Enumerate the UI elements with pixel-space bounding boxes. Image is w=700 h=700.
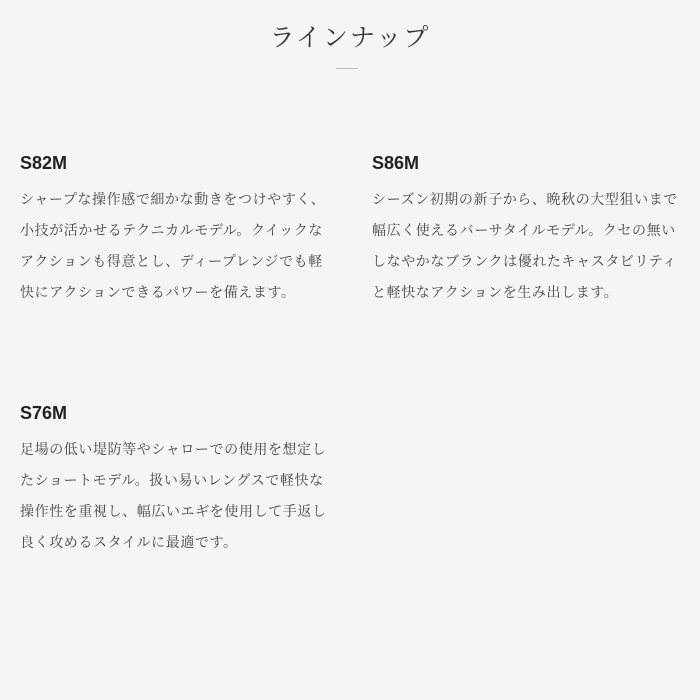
model-name: S82M <box>20 153 68 173</box>
model-s82m <box>20 151 332 309</box>
model-s86m <box>372 151 684 309</box>
title-divider <box>336 68 358 69</box>
model-description: シーズン初期の新子から、晩秋の大型狙いまで幅広く使えるバーサタイルモデル。クセの無いしなやかなブランクは優れたキャスタビリティと軽快なアクションを生み出します。 <box>372 192 678 301</box>
model-name: S86M <box>372 153 420 173</box>
model-s76m <box>20 401 332 559</box>
model-name: S76M <box>20 403 68 423</box>
model-description: シャープな操作感で細かな動きをつけやすく、小技が活かせるテクニカルモデル。クイックなアクションも得意とし、ディープレンジでも軽快にアクションできるパワーを備えます。 <box>20 192 326 301</box>
page-title: ラインナップ <box>269 23 431 52</box>
model-description: 足場の低い堤防等やシャローでの使用を想定したショートモデル。扱い易いレングスで軽快な操作性を重視し、幅広いエギを使用して手返し良く攻めるスタイルに最適です。 <box>20 442 327 551</box>
